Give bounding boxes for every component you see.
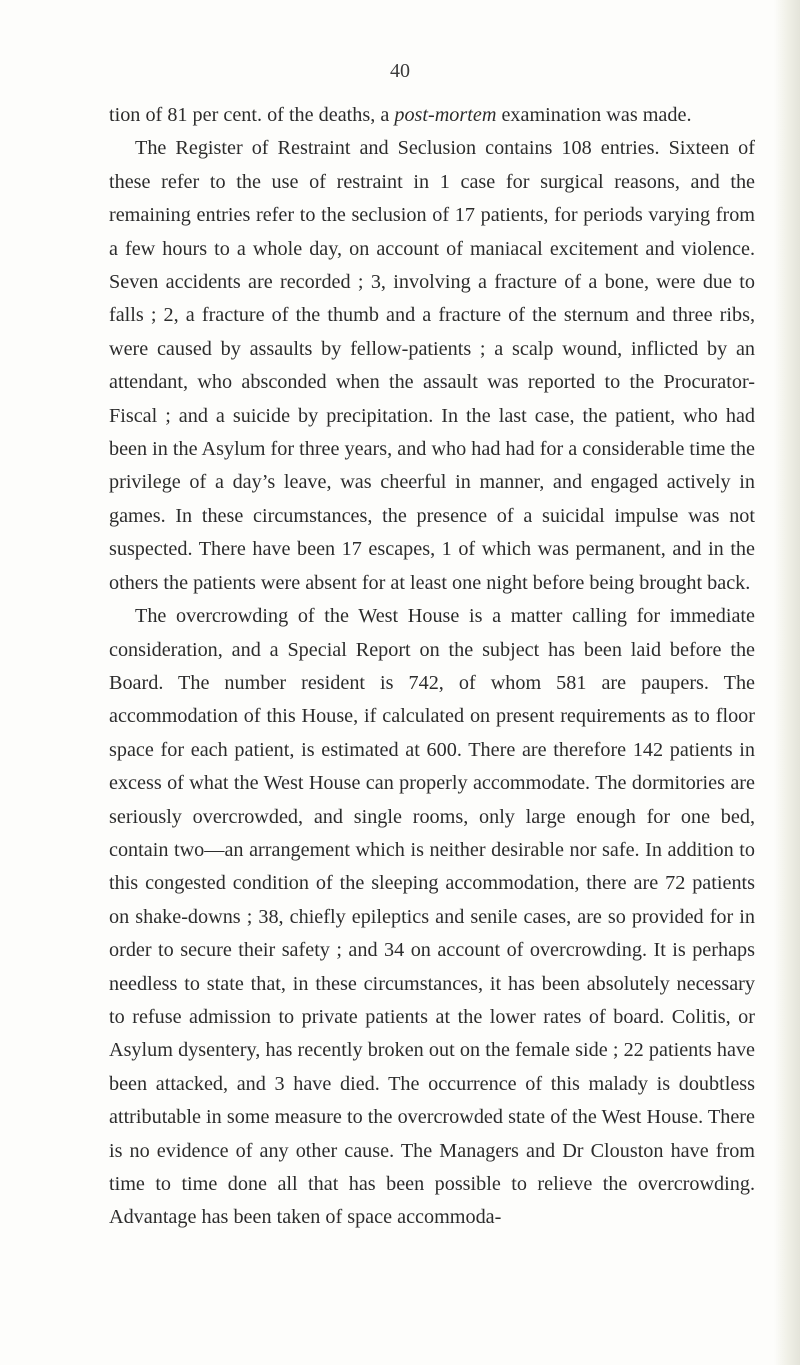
page-edge-shadow: [774, 0, 800, 1365]
paragraph-continuation-text: tion of 81 per cent. of the deaths, a: [109, 104, 395, 126]
paragraph-overcrowding: The overcrowding of the West House is a matter calling for immediate consideration, and a Special Report on the subject has been laid before the Board. The number resident is 742, of whom 581 are paupers. The accommodation of this House, if calculated on present requirements as to floor space for each patient, is estimated at 600. There are therefore 142 patients in excess of what the West House can properly accommodate. The dormitories are seriously overcrowded, and single rooms, only large enough for one bed, contain two—an arrangement which is neither desirable nor safe. In addition to this congested condition of the sleeping accommodation, there are 72 patients on shake-downs ; 38, chiefly epileptics and senile cases, are so provided for in order to secure their safety ; and 34 on account of overcrowding. It is perhaps needless to state that, in these circumstances, it has been absolutely necessary to refuse admission to private patients at the lower rates of board. Colitis, or Asylum dysentery, has recently broken out on the female side ; 22 patients have been attacked, and 3 have died. The occurrence of this malady is doubtless attributable in some measure to the overcrowded state of the West House. There is no evidence of any other cause. The Managers and Dr Clouston have from time to time done all that has been possible to relieve the overcrowding. Advantage has been taken of space accommoda-: [109, 605, 755, 1229]
italic-term: post-mortem: [394, 104, 497, 126]
body-text: [109, 99, 755, 1235]
paragraph-continuation-end: examination was made.: [496, 104, 692, 126]
paragraph-restraint-seclusion: The Register of Restraint and Seclusion contains 108 entries. Sixteen of these refer to the use of restraint in 1 case for surgical reasons, and the remaining entries refer to the seclusion of 17 patients, for periods varying from a few hours to a whole day, on account of maniacal excitement and violence. Seven accidents are recorded ; 3, involving a fracture of a bone, were due to falls ; 2, a fracture of the thumb and a fracture of the sternum and three ribs, were caused by assaults by fellow-patients ; a scalp wound, inflicted by an attendant, who absconded when the assault was reported to the Procurator-Fiscal ; and a suicide by precipitation. In the last case, the patient, who had been in the Asylum for three years, and who had had for a considerable time the privilege of a day’s leave, was cheerful in manner, and engaged actively in games. In these circumstances, the presence of a suicidal impulse was not suspected. There have been 17 escapes, 1 of which was permanent, and in the others the patients were absent for at least one night before being brought back.: [109, 137, 755, 594]
page-number: 40: [390, 60, 410, 82]
paragraph-continuation: [109, 99, 755, 132]
